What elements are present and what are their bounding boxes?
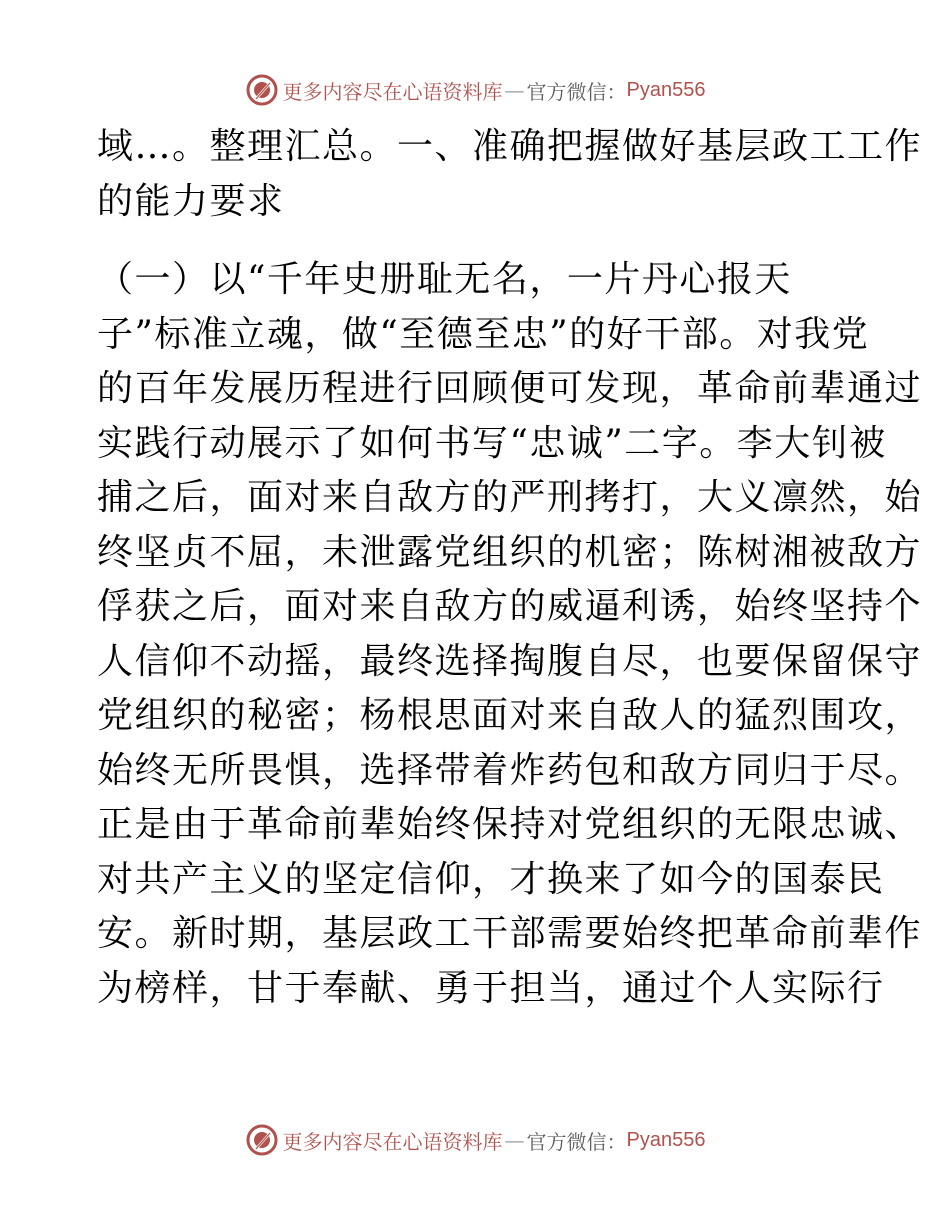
document-body [97, 120, 923, 1016]
watermark-separator: — [504, 78, 525, 102]
text-line: （一）以“千年史册耻无名，一片丹心报天 [97, 259, 792, 300]
text-line: 域…。整理汇总。一、准确把握做好基层政工工作 [97, 126, 923, 167]
paragraph-gap [97, 229, 857, 253]
watermark-wechat-label: 官方微信： [526, 1129, 627, 1154]
watermark-separator: — [504, 1128, 525, 1152]
text-line: 正是由于革命前辈始终保持对党组织的无限忠诚、 [97, 804, 923, 845]
text-line: 始终无所畏惧，选择带着炸药包和敌方同归于尽。 [97, 749, 923, 791]
text-line: 党组织的秘密；杨根思面对来自敌人的猛烈围攻， [97, 695, 923, 736]
text-line: 的能力要求 [97, 180, 285, 222]
watermark-wechat-label: 官方微信： [526, 79, 627, 104]
text-line: 实践行动展示了如何书写“忠诚”二字。李大钊被 [97, 422, 887, 464]
watermark-text: 更多内容尽在心语资料库 [282, 1129, 503, 1154]
text-line: 子”标准立魂，做“至德至忠”的好干部。对我党 [97, 313, 870, 355]
text-line: 对共产主义的坚定信仰，才换来了如今的国泰民 [97, 858, 885, 900]
logo-icon [245, 73, 279, 107]
text-line: 的百年发展历程进行回顾便可发现，革命前辈通过 [97, 368, 923, 409]
watermark-wechat-id: Pyan556 [626, 1128, 706, 1151]
watermark-wechat-id: Pyan556 [626, 78, 706, 101]
text-line: 终坚贞不屈，未泄露党组织的机密；陈树湘被敌方 [97, 531, 923, 573]
text-line: 安。新时期，基层政工干部需要始终把革命前辈作 [97, 913, 923, 954]
text-line: 俘获之后，面对来自敌方的威逼利诱，始终坚持个 [97, 586, 923, 627]
text-line: 为榜样，甘于奉献、勇于担当，通过个人实际行 [97, 967, 885, 1009]
header-watermark [0, 70, 950, 110]
watermark-text: 更多内容尽在心语资料库 [282, 79, 503, 104]
logo-icon [245, 1123, 279, 1157]
text-line: 人信仰不动摇，最终选择掏腹自尽，也要保留保守 [97, 640, 923, 682]
footer-watermark [0, 1120, 950, 1160]
text-line: 捕之后，面对来自敌方的严刑拷打，大义凛然，始 [97, 477, 923, 518]
